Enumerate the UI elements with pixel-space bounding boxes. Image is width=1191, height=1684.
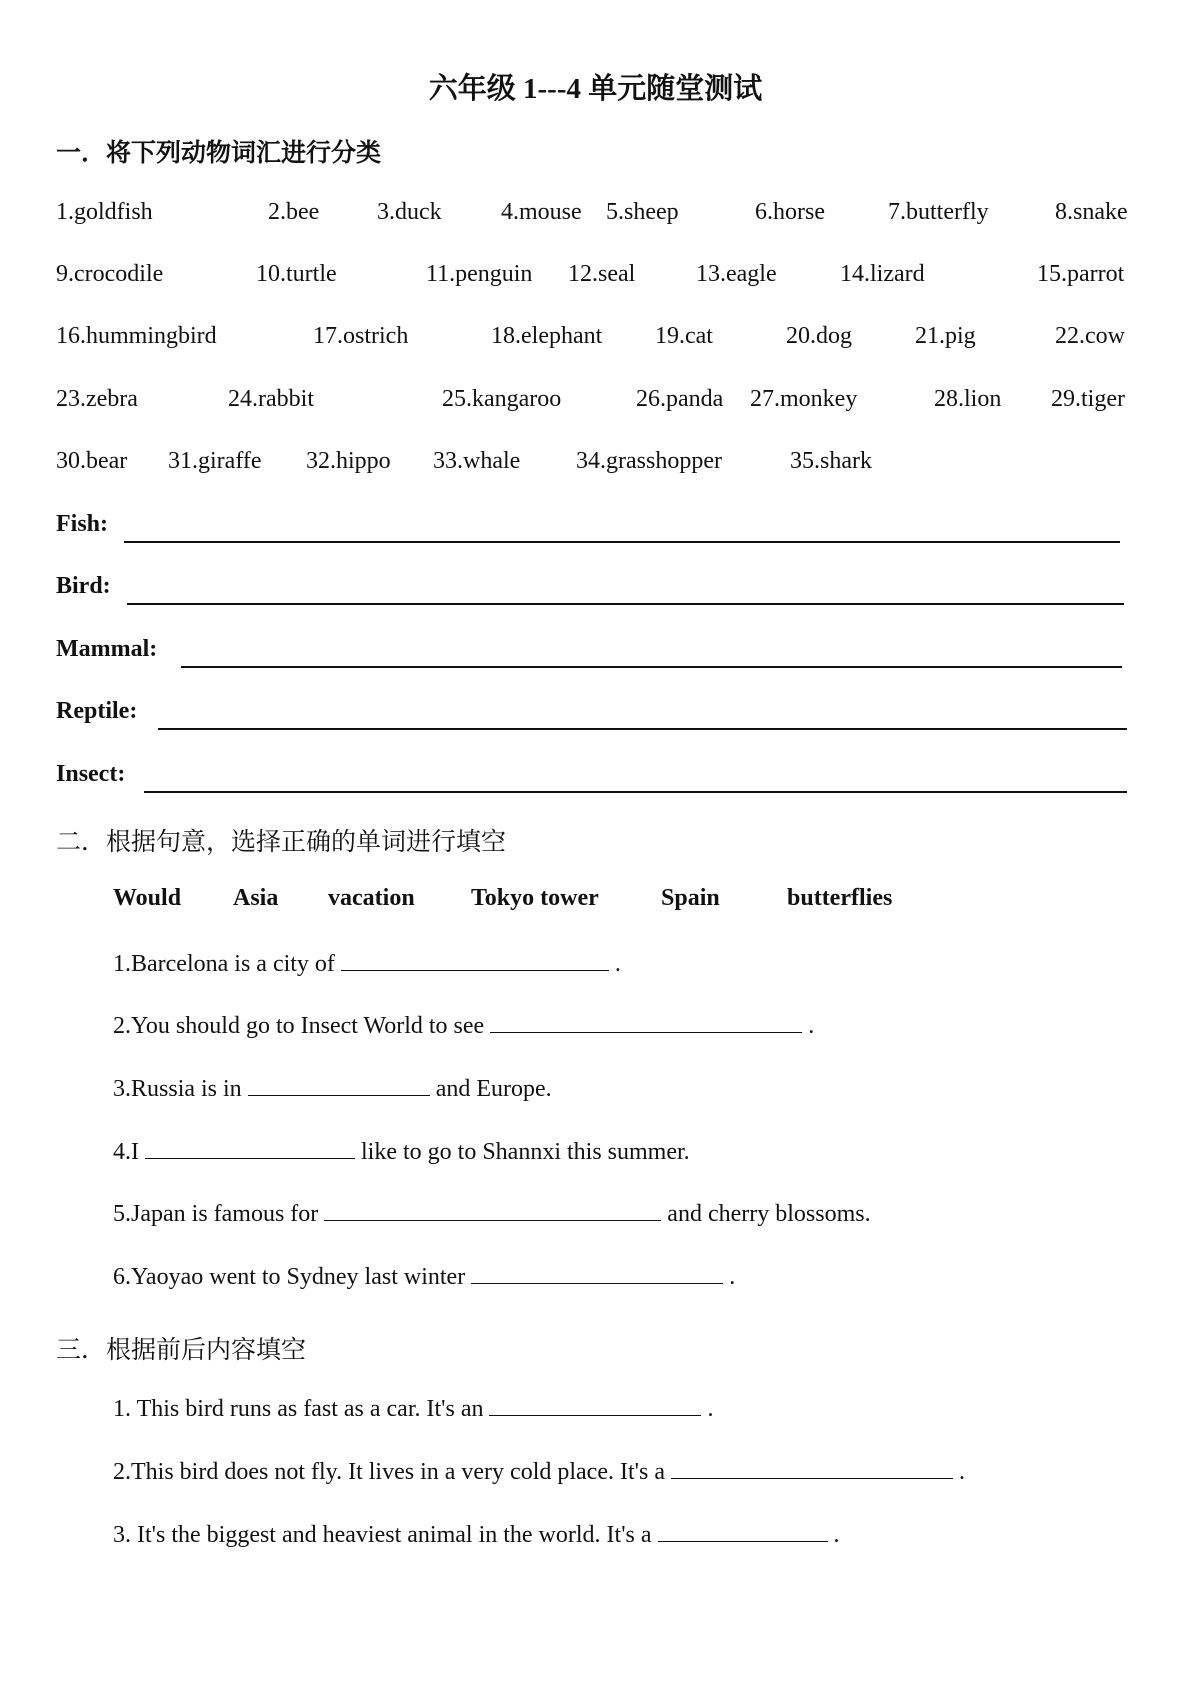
category-answer-blank[interactable]: [144, 791, 1127, 793]
fill-in-question: [113, 1073, 552, 1103]
animal-word: 4.mouse: [501, 199, 582, 225]
category-label: Reptile:: [56, 698, 138, 724]
fill-in-question: [113, 1393, 713, 1423]
animal-word: 20.dog: [786, 323, 852, 349]
fill-in-question: [113, 1198, 871, 1228]
animal-word: 11.penguin: [426, 261, 533, 287]
animal-word: 18.elephant: [491, 323, 603, 349]
category-label: Mammal:: [56, 636, 158, 662]
answer-blank[interactable]: [490, 1010, 802, 1033]
question-text: 4.I: [113, 1139, 139, 1165]
category-answer-blank[interactable]: [158, 728, 1127, 730]
question-text: 1.Barcelona is a city of: [113, 951, 335, 977]
category-answer-blank[interactable]: [127, 603, 1124, 605]
fill-in-question: [113, 1519, 840, 1549]
animal-word: 8.snake: [1055, 199, 1128, 225]
category-answer-blank[interactable]: [181, 666, 1122, 668]
answer-blank[interactable]: [658, 1519, 828, 1542]
question-text-after: .: [833, 1522, 840, 1548]
animal-word: 13.eagle: [696, 261, 777, 287]
animal-word: 35.shark: [790, 448, 872, 474]
fill-in-question: [113, 948, 621, 978]
page-title: 六年级 1---4 单元随堂测试: [428, 73, 763, 105]
question-text-after: .: [729, 1264, 736, 1290]
question-text-after: .: [808, 1013, 815, 1039]
question-text: 3. It's the biggest and heaviest animal in the world. It's a: [113, 1522, 652, 1548]
animal-word: 10.turtle: [256, 261, 337, 287]
animal-word: 15.parrot: [1037, 261, 1125, 287]
animal-word: 12.seal: [568, 261, 636, 287]
animal-word: 28.lion: [934, 386, 1002, 412]
word-bank-item: Would: [113, 885, 182, 911]
animal-word: 31.giraffe: [168, 448, 262, 474]
animal-word: 26.panda: [636, 386, 724, 412]
question-text-after: and Europe.: [435, 1076, 552, 1102]
animal-word: 1.goldfish: [56, 199, 153, 225]
category-label: Bird:: [56, 573, 111, 599]
section3-heading: 三．根据前后内容填空: [56, 1337, 307, 1364]
section2-heading: 二．根据句意，选择正确的单词进行填空: [56, 829, 507, 856]
fill-in-question: [113, 1010, 814, 1040]
animal-word: 21.pig: [915, 323, 976, 349]
animal-word: 25.kangaroo: [442, 386, 562, 412]
category-answer-blank[interactable]: [124, 541, 1120, 543]
question-text: 5.Japan is famous for: [113, 1201, 319, 1227]
animal-word: 6.horse: [755, 199, 825, 225]
animal-word: 34.grasshopper: [576, 448, 722, 474]
answer-blank[interactable]: [248, 1073, 430, 1096]
fill-in-question: [113, 1456, 965, 1486]
animal-word: 23.zebra: [56, 386, 138, 412]
question-text: 2.You should go to Insect World to see: [113, 1013, 485, 1039]
question-text-after: and cherry blossoms.: [667, 1201, 871, 1227]
answer-blank[interactable]: [145, 1136, 355, 1159]
animal-word: 3.duck: [377, 199, 442, 225]
animal-word: 19.cat: [655, 323, 713, 349]
category-label: Insect:: [56, 761, 126, 787]
animal-word: 33.whale: [433, 448, 521, 474]
word-bank-item: vacation: [328, 885, 415, 911]
answer-blank[interactable]: [341, 948, 609, 971]
question-text: 1. This bird runs as fast as a car. It's an: [113, 1396, 484, 1422]
animal-word: 9.crocodile: [56, 261, 164, 287]
category-label: Fish:: [56, 511, 109, 537]
animal-word: 27.monkey: [750, 386, 858, 412]
answer-blank[interactable]: [671, 1456, 953, 1479]
animal-word: 14.lizard: [840, 261, 925, 287]
animal-word: 16.hummingbird: [56, 323, 217, 349]
animal-word: 22.cow: [1055, 323, 1125, 349]
answer-blank[interactable]: [324, 1198, 661, 1221]
question-text: 2.This bird does not fly. It lives in a very cold place. It's a: [113, 1459, 665, 1485]
question-text: 6.Yaoyao went to Sydney last winter: [113, 1264, 466, 1290]
word-bank-item: Tokyo tower: [471, 885, 599, 911]
section1-heading: 一．将下列动物词汇进行分类: [56, 140, 382, 167]
fill-in-question: [113, 1136, 690, 1166]
answer-blank[interactable]: [471, 1261, 723, 1284]
answer-blank[interactable]: [489, 1393, 701, 1416]
question-text-after: .: [707, 1396, 714, 1422]
animal-word: 32.hippo: [306, 448, 391, 474]
animal-word: 17.ostrich: [313, 323, 409, 349]
animal-word: 24.rabbit: [228, 386, 314, 412]
question-text-after: .: [958, 1459, 965, 1485]
word-bank-item: Asia: [233, 885, 279, 911]
word-bank-item: Spain: [661, 885, 720, 911]
animal-word: 7.butterfly: [888, 199, 989, 225]
question-text-after: .: [614, 951, 621, 977]
word-bank-item: butterflies: [787, 885, 893, 911]
animal-word: 2.bee: [268, 199, 320, 225]
question-text-after: like to go to Shannxi this summer.: [361, 1139, 690, 1165]
animal-word: 29.tiger: [1051, 386, 1125, 412]
animal-word: 5.sheep: [606, 199, 679, 225]
question-text: 3.Russia is in: [113, 1076, 242, 1102]
fill-in-question: [113, 1261, 735, 1291]
animal-word: 30.bear: [56, 448, 128, 474]
